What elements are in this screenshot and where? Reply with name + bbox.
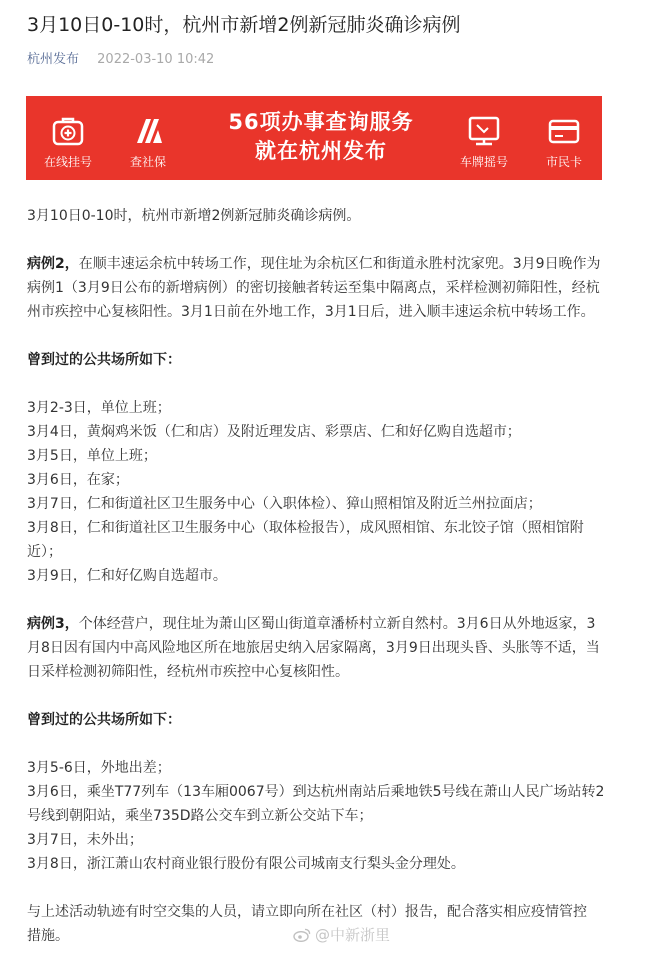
spacer — [27, 876, 637, 900]
banner-slogan-line: 56项办事查询服务 — [228, 110, 414, 134]
case2-label: 病例2， — [27, 256, 79, 272]
article-meta — [27, 51, 214, 69]
case3-line: 日采样检测初筛阳性，经杭州市疾控中心复核阳性。 — [27, 664, 349, 680]
banner-item-social-security[interactable] — [114, 96, 182, 180]
intro-paragraph: 3月10日0-10时，杭州市新增2例新冠肺炎确诊病例。 — [27, 208, 361, 224]
source-link[interactable]: 杭州发布 — [27, 52, 80, 67]
case3-place: 3月6日，乘坐T77列车（13车厢0067号）到达杭州南站后乘地铁5号线在萧山人民广场站转2 — [27, 784, 605, 800]
case2-place: 3月5日，单位上班； — [27, 448, 157, 464]
monitor-icon — [467, 114, 501, 148]
banner-item-online-registration[interactable] — [34, 96, 102, 180]
notice-line: 与上述活动轨迹有时空交集的人员，请立即向所在社区（村）报告，配合落实相应疫情管控 — [27, 904, 587, 920]
case2-place: 3月8日，仁和街道社区卫生服务中心（取体检报告），成风照相馆、东北饺子馆（照相馆附 — [27, 520, 584, 536]
case2-place: 3月7日，仁和街道社区卫生服务中心（入职体检）、獐山照相馆及附近兰州拉面店； — [27, 496, 542, 512]
spacer — [27, 588, 637, 612]
banner-item-label: 市民卡 — [545, 155, 582, 169]
article-body — [27, 204, 637, 948]
spacer — [27, 732, 637, 756]
banner-item-license-lottery[interactable] — [446, 96, 522, 180]
social-security-logo-icon — [131, 114, 165, 148]
banner-item-citizen-card[interactable] — [530, 96, 598, 180]
case2-line: 病例1（3月9日公布的新增病例）的密切接触者转运至集中隔离点，采样检测初筛阳性，经杭 — [27, 280, 600, 296]
case2-places-heading: 曾到过的公共场所如下： — [27, 352, 181, 368]
case3-place: 3月5-6日，外地出差； — [27, 760, 171, 776]
banner-item-label: 在线挂号 — [43, 155, 92, 169]
medical-kit-icon — [51, 114, 85, 148]
case2-text: 在顺丰速运余杭中转场工作，现住址为余杭区仁和街道永胜村沈家兜。3月9日晚作为 — [78, 256, 601, 272]
case3-place: 3月7日，未外出； — [27, 832, 143, 848]
weibo-watermark — [293, 925, 390, 945]
case2-place: 3月2-3日，单位上班； — [27, 400, 171, 416]
spacer — [27, 228, 637, 252]
case3-places-heading: 曾到过的公共场所如下： — [27, 712, 181, 728]
notice-line: 措施。 — [27, 928, 69, 944]
weibo-icon — [293, 928, 311, 942]
banner-slogan-line: 就在杭州发布 — [255, 139, 387, 163]
spacer — [27, 684, 637, 708]
case3-line — [27, 612, 637, 636]
case2-place: 3月9日，仁和好亿购自选超市。 — [27, 568, 227, 584]
case2-place: 近）； — [27, 544, 62, 560]
banner-item-label: 查社保 — [129, 155, 166, 169]
article-title: 3月10日0-10时，杭州市新增2例新冠肺炎确诊病例 — [27, 14, 461, 36]
case3-line: 月8日因有国内中高风险地区所在地旅居史纳入居家隔离，3月9日出现头昏、头胀等不适，当 — [27, 640, 600, 656]
service-banner[interactable] — [26, 96, 602, 180]
card-icon — [547, 114, 581, 148]
case2-line — [27, 252, 637, 276]
case3-text: 个体经营户，现住址为萧山区蜀山街道章潘桥村立新自然村。3月6日从外地返家，3 — [78, 616, 596, 632]
case2-place: 3月6日，在家； — [27, 472, 129, 488]
spacer — [27, 324, 637, 348]
banner-item-label: 车牌摇号 — [459, 155, 508, 169]
banner-slogan — [201, 108, 441, 166]
case3-place: 号线到朝阳站，乘坐735D路公交车到立新公交站下车； — [27, 808, 373, 824]
case2-place: 3月4日，黄焖鸡米饭（仁和店）及附近理发店、彩票店、仁和好亿购自选超市； — [27, 424, 521, 440]
case3-label: 病例3， — [27, 616, 79, 632]
publish-date: 2022-03-10 10:42 — [97, 52, 215, 67]
watermark-text: @中新浙里 — [315, 926, 391, 944]
case2-line: 州市疾控中心复核阳性。3月1日前在外地工作，3月1日后，进入顺丰速运余杭中转场工作。 — [27, 304, 595, 320]
spacer — [27, 372, 637, 396]
case3-place: 3月8日，浙江萧山农村商业银行股份有限公司城南支行梨头金分理处。 — [27, 856, 465, 872]
